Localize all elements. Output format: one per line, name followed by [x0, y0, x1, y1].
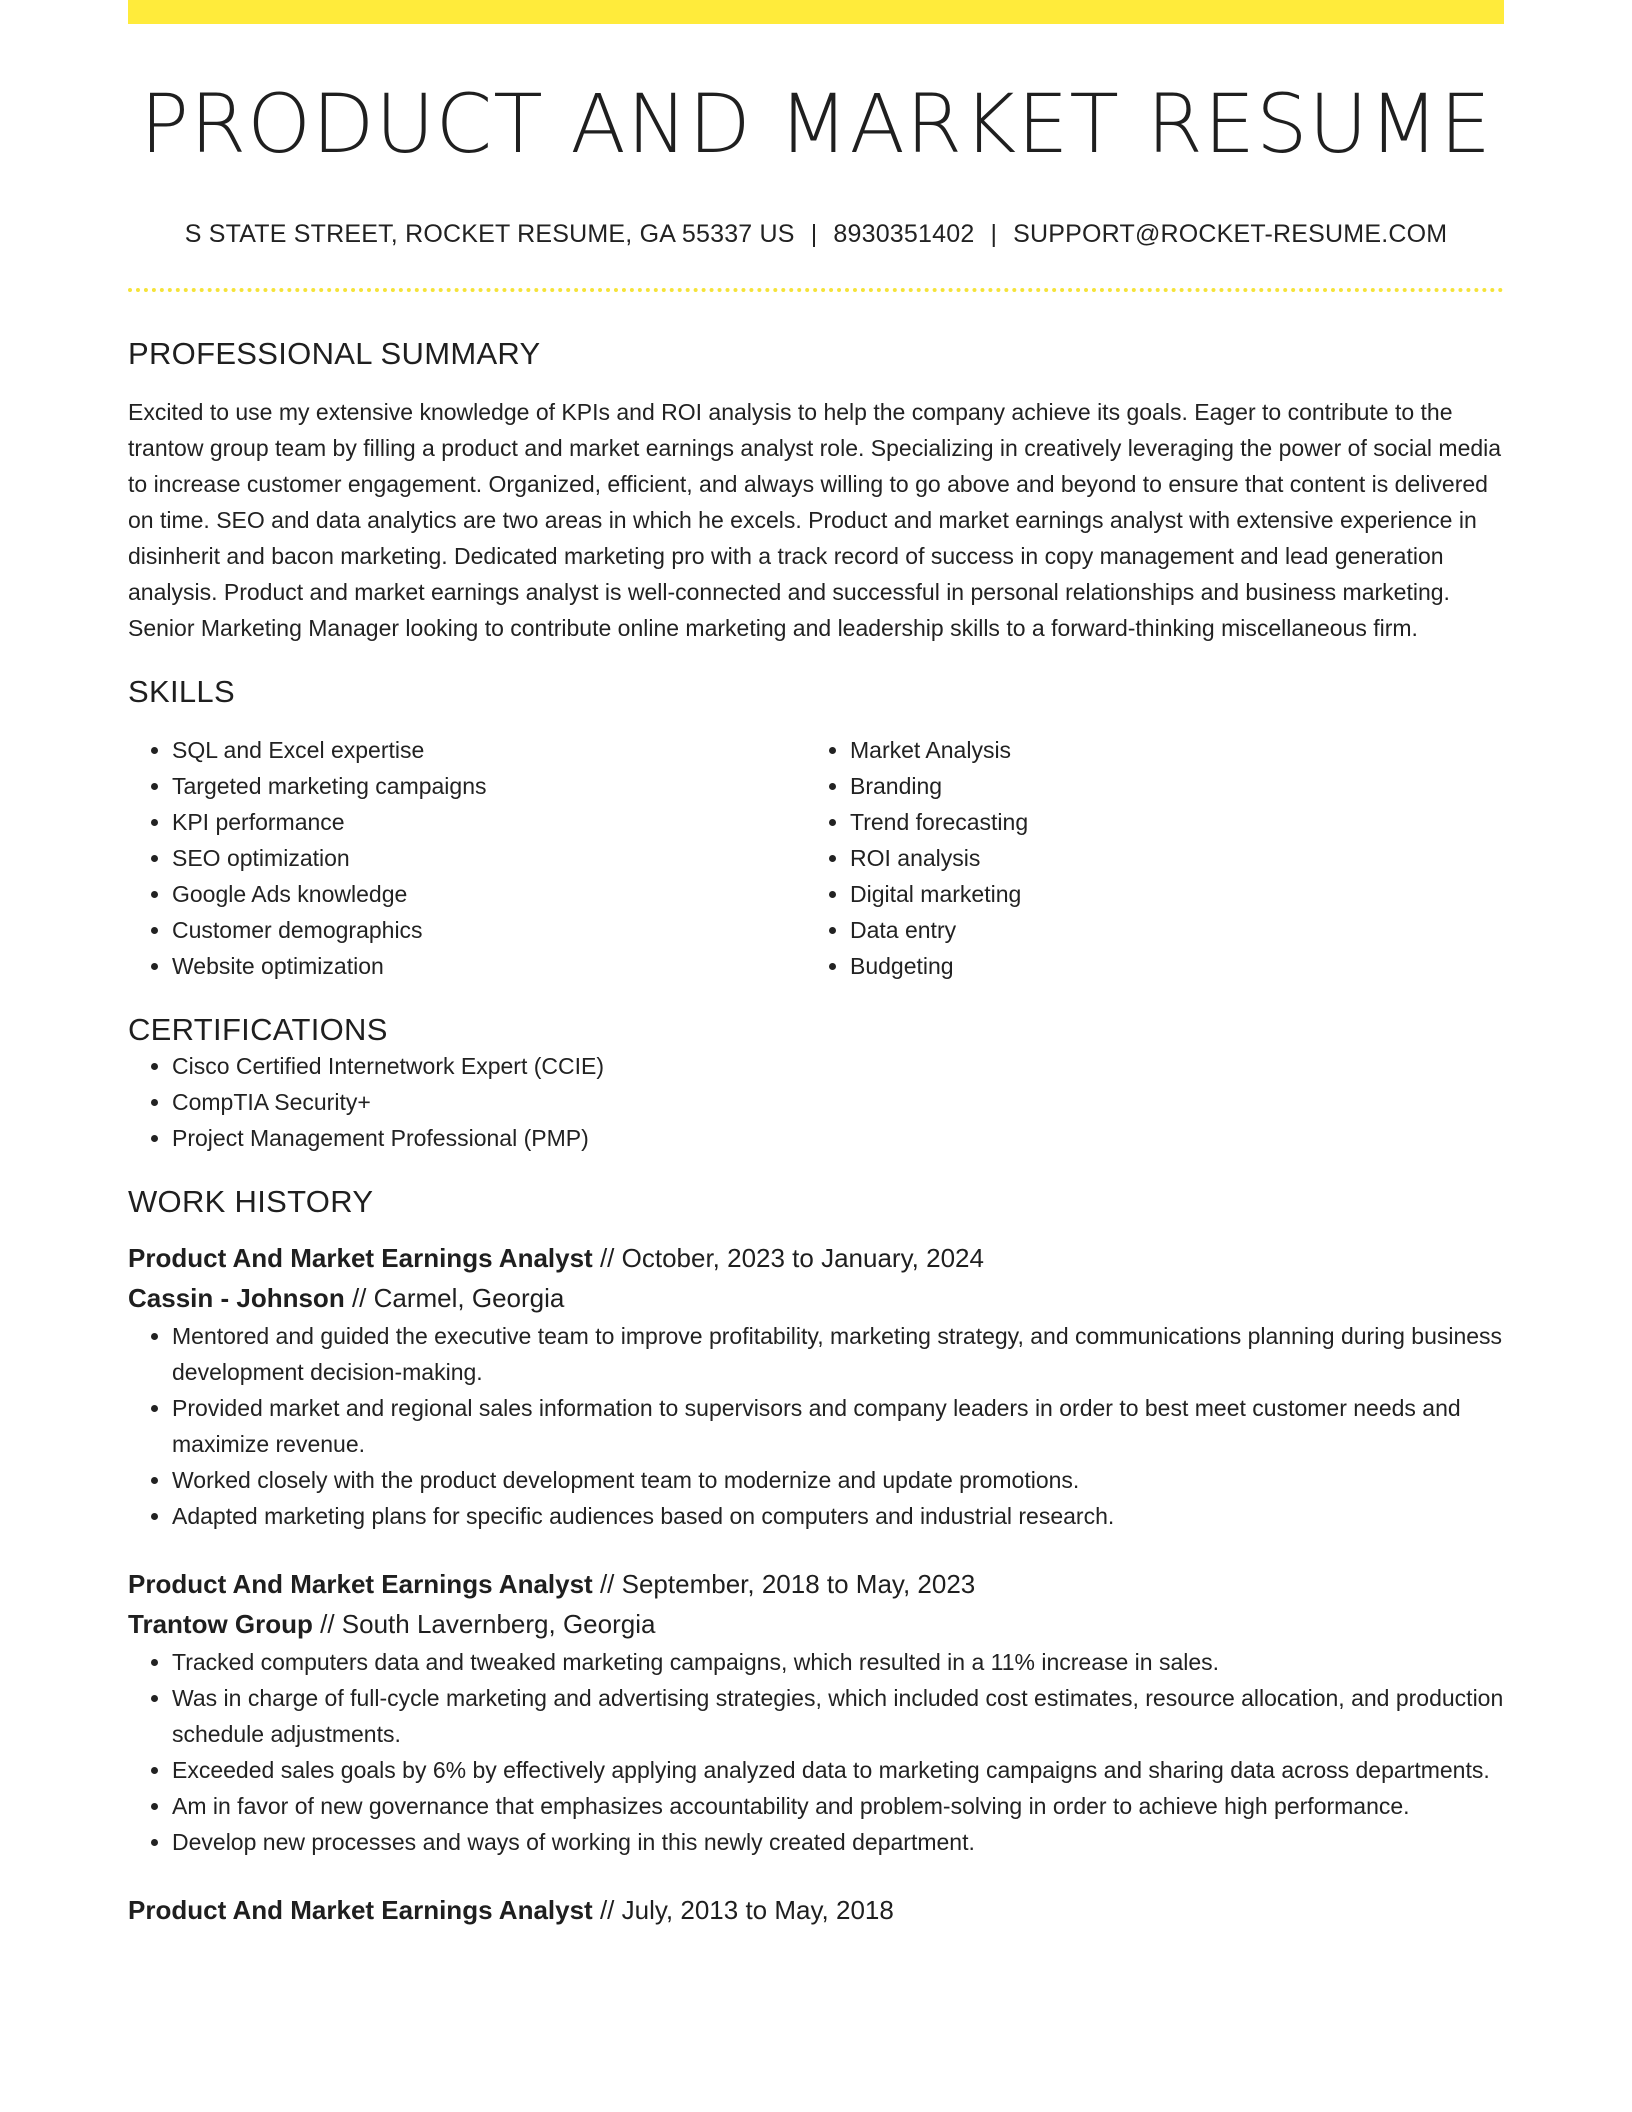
- skill-item: • Market Analysis: [850, 732, 1484, 768]
- contact-separator: |: [810, 220, 818, 249]
- job-company: Cassin - Johnson: [128, 1283, 345, 1314]
- skill-item: • Budgeting: [850, 948, 1484, 984]
- job-bullets: [128, 1318, 1504, 1534]
- skills-column-left: [128, 732, 806, 984]
- job-bullet: • Am in favor of new governance that emphasizes accountability and problem-solving in order to achieve high performance.: [172, 1788, 1504, 1824]
- skill-item: • SEO optimization: [172, 840, 806, 876]
- job-bullet: • Adapted marketing plans for specific audiences based on computers and industrial research.: [172, 1498, 1504, 1534]
- certifications-heading: CERTIFICATIONS: [128, 1012, 388, 1048]
- skill-item: • Data entry: [850, 912, 1484, 948]
- dotted-divider: [128, 288, 1504, 292]
- skill-item: • Trend forecasting: [850, 804, 1484, 840]
- summary-heading: PROFESSIONAL SUMMARY: [128, 336, 541, 372]
- contact-line: [128, 220, 1504, 249]
- job-entry: [128, 1564, 1504, 1860]
- job-bullet: • Worked closely with the product development team to modernize and update promotions.: [172, 1462, 1504, 1498]
- job-dates: // October, 2023 to January, 2024: [599, 1243, 984, 1274]
- skill-item: • ROI analysis: [850, 840, 1484, 876]
- certifications-list: [128, 1048, 1504, 1156]
- contact-email: SUPPORT@ROCKET-RESUME.COM: [1013, 220, 1448, 249]
- job-title-line: [128, 1564, 1504, 1604]
- job-bullet: • Tracked computers data and tweaked marketing campaigns, which resulted in a 11% increase in sales.: [172, 1644, 1504, 1680]
- contact-phone: 8930351402: [833, 220, 975, 249]
- summary-text: Excited to use my extensive knowledge of KPIs and ROI analysis to help the company achieve its goals. Eager to contribute to the trantow group team by filling a product and market earnings analyst role. Specializing in creatively leveraging the power of social media to increase customer engagement. Organized, efficient, and always willing to go above and beyond to ensure that content is delivered on time. SEO and data analytics are two areas in which he excels. Product and market earnings analyst with extensive experience in disinherit and bacon marketing. Dedicated marketing pro with a track record of success in copy management and lead generation analysis. Product and market earnings analyst is well-connected and successful in personal relationships and business marketing. Senior Marketing Manager looking to contribute online marketing and leadership skills to a forward-thinking miscellaneous firm.: [128, 399, 1502, 642]
- job-company-line: [128, 1278, 1504, 1318]
- job-title: Product And Market Earnings Analyst: [128, 1243, 593, 1274]
- job-bullet: • Was in charge of full-cycle marketing and advertising strategies, which included cost estimates, resource allocation, and production schedule adjustments.: [172, 1680, 1504, 1752]
- job-company-line: [128, 1604, 1504, 1644]
- skills-list-right: [806, 732, 1484, 984]
- job-location: // Carmel, Georgia: [351, 1283, 565, 1314]
- certification-item: • Cisco Certified Internetwork Expert (CCIE): [172, 1048, 1504, 1084]
- job-title-line: [128, 1890, 1504, 1930]
- job-dates: // July, 2013 to May, 2018: [599, 1895, 894, 1926]
- job-bullet: • Mentored and guided the executive team to improve profitability, marketing strategy, and communications planning during business development decision-making.: [172, 1318, 1504, 1390]
- skill-item: • Targeted marketing campaigns: [172, 768, 806, 804]
- job-dates: // September, 2018 to May, 2023: [599, 1569, 976, 1600]
- certification-item: • CompTIA Security+: [172, 1084, 1504, 1120]
- resume-title: PRODUCT AND MARKET RESUME: [140, 78, 1492, 172]
- contact-address: S STATE STREET, ROCKET RESUME, GA 55337 US: [184, 220, 795, 249]
- job-title: Product And Market Earnings Analyst: [128, 1895, 593, 1926]
- skill-item: • Digital marketing: [850, 876, 1484, 912]
- contact-separator: |: [990, 220, 998, 249]
- skill-item: • Branding: [850, 768, 1484, 804]
- job-entry: [128, 1238, 1504, 1534]
- job-entry: [128, 1890, 1504, 1930]
- job-location: // South Lavernberg, Georgia: [320, 1609, 656, 1640]
- job-title: Product And Market Earnings Analyst: [128, 1569, 593, 1600]
- resume-page: [128, 0, 1504, 1930]
- skill-item: • Customer demographics: [172, 912, 806, 948]
- skills-list-left: [128, 732, 806, 984]
- job-title-line: [128, 1238, 1504, 1278]
- skill-item: • Website optimization: [172, 948, 806, 984]
- skill-item: • Google Ads knowledge: [172, 876, 806, 912]
- skills-column-right: [806, 732, 1484, 984]
- skill-item: • KPI performance: [172, 804, 806, 840]
- job-bullet: • Exceeded sales goals by 6% by effectively applying analyzed data to marketing campaigns and sharing data across departments.: [172, 1752, 1504, 1788]
- job-bullet: • Provided market and regional sales information to supervisors and company leaders in order to best meet customer needs and maximize revenue.: [172, 1390, 1504, 1462]
- top-accent-bar: [128, 0, 1504, 24]
- skills-columns: [128, 732, 1504, 984]
- certification-item: • Project Management Professional (PMP): [172, 1120, 1504, 1156]
- work-history-heading: WORK HISTORY: [128, 1184, 374, 1220]
- job-bullet: • Develop new processes and ways of working in this newly created department.: [172, 1824, 1504, 1860]
- job-bullets: [128, 1644, 1504, 1860]
- skills-heading: SKILLS: [128, 674, 235, 710]
- job-company: Trantow Group: [128, 1609, 313, 1640]
- skill-item: • SQL and Excel expertise: [172, 732, 806, 768]
